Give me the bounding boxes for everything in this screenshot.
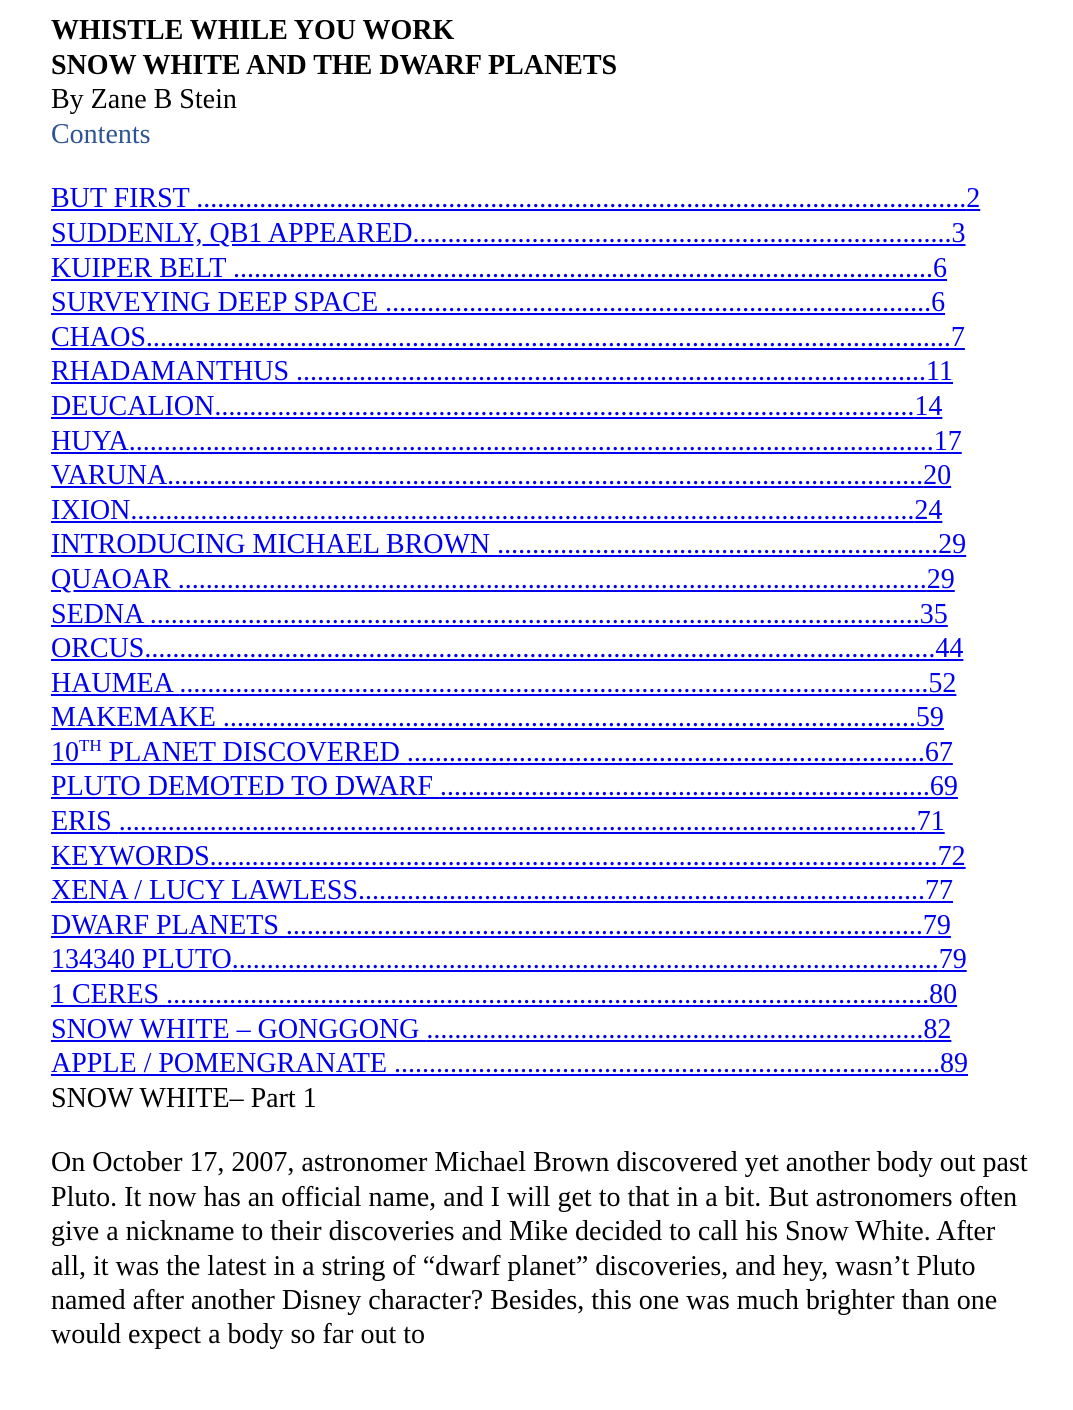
toc-entry[interactable] (51, 459, 1031, 494)
toc-entry-label: 10 (51, 736, 79, 768)
toc-entry-label: ORCUS (51, 633, 145, 665)
toc-page-number: 80 (929, 979, 958, 1011)
toc-page-number: 6 (931, 287, 946, 319)
toc-dot-leader: .................................................................................................... (214, 390, 915, 422)
toc-entry[interactable] (51, 667, 1031, 702)
toc-page-number: 35 (919, 598, 948, 630)
toc-dot-leader: .......................................................................... (406, 736, 925, 768)
toc-entry-label: DEUCALION (51, 390, 215, 422)
toc-dot-leader: .................................................................................................... (233, 252, 934, 284)
toc-page-number: 17 (933, 425, 962, 457)
toc-entry-label: INTRODUCING MICHAEL BROWN (51, 529, 498, 561)
toc-dot-leader: ........................................................................................... (285, 909, 923, 941)
toc-entry-label: QUAOAR (51, 563, 178, 595)
toc-dot-leader: ................................................................................................................... (145, 321, 951, 353)
toc-entry[interactable] (51, 701, 1031, 736)
toc-dot-leader: .............................................................................................................. (196, 183, 967, 215)
toc-entry[interactable] (51, 494, 1031, 529)
toc-entry-label: 134340 PLUTO (51, 944, 232, 976)
toc-dot-leader: ........................................................................................................ (209, 840, 938, 872)
toc-page-number: 29 (938, 529, 967, 561)
toc-page-number: 79 (938, 944, 967, 976)
toc-entry-label-continued: PLANET DISCOVERED (101, 736, 407, 768)
toc-dot-leader: ................................................................................................................. (144, 633, 936, 665)
toc-dot-leader: ............................................................... (497, 529, 939, 561)
toc-page-number: 71 (916, 806, 945, 838)
toc-page-number: 2 (966, 183, 981, 215)
author-byline: By Zane B Stein (51, 84, 237, 116)
toc-entry[interactable] (51, 286, 1031, 321)
toc-page-number: 7 (950, 321, 965, 353)
toc-page-number: 89 (940, 1048, 969, 1080)
toc-dot-leader: .......................................................................................... (296, 356, 927, 388)
toc-entry-label: IXION (51, 494, 131, 526)
document-title-line-1: WHISTLE WHILE YOU WORK (51, 15, 455, 46)
toc-page-number: 3 (951, 217, 966, 249)
toc-dot-leader: .................................................................................................................. (118, 806, 917, 838)
toc-entry-label: SURVEYING DEEP SPACE (51, 287, 386, 319)
toc-dot-leader: ........................................................................................................... (177, 563, 927, 595)
toc-dot-leader: ....................................................................... (426, 1013, 924, 1045)
toc-entry-label: XENA / LUCY LAWLESS (51, 875, 359, 907)
toc-entry[interactable] (51, 425, 1031, 460)
toc-page-number: 77 (925, 875, 954, 907)
toc-page-number: 29 (926, 563, 955, 595)
toc-entry-label: BUT FIRST (51, 183, 197, 215)
toc-entry[interactable] (51, 252, 1031, 287)
contents-heading: Contents (51, 118, 151, 150)
toc-entry[interactable] (51, 978, 1031, 1013)
document-title-line-2: SNOW WHITE AND THE DWARF PLANETS (51, 49, 618, 81)
toc-page-number: 14 (914, 390, 943, 422)
toc-entry-label: APPLE / POMENGRANATE (51, 1048, 395, 1080)
toc-entry[interactable] (51, 805, 1031, 840)
toc-entry-label: HUYA (51, 425, 129, 457)
toc-entry-label: CHAOS (51, 321, 146, 353)
toc-page-number: 72 (937, 840, 966, 872)
body-paragraph: On October 17, 2007, astronomer Michael Brown discovered yet another body out past Pluto. It now has an official name, and I will get to that in a bit. But astronomers often give a nickname to their discoveries and Mike decided to call his Snow White. After all, it was the latest in a string of “dwarf planet” discoveries, and hey, wasn’t Pluto named after another Disney character? Besides, this one was much brighter than one would expect a body so far out to (51, 1147, 1028, 1351)
toc-entry-label: MAKEMAKE (51, 702, 223, 734)
toc-entry-label: KUIPER BELT (51, 252, 234, 284)
toc-entry-label: ERIS (51, 806, 119, 838)
toc-dot-leader: ..................................................................................................... (231, 944, 939, 976)
toc-entry[interactable] (51, 1047, 1031, 1082)
toc-entry[interactable] (51, 182, 1031, 217)
toc-entry-superscript: TH (79, 735, 102, 755)
document-page (51, 14, 1031, 1353)
toc-dot-leader: .............................................................................................................. (149, 598, 920, 630)
toc-entry-label: SUDDENLY, QB1 APPEARED (51, 217, 413, 249)
toc-page-number: 82 (923, 1013, 952, 1045)
toc-entry[interactable] (51, 598, 1031, 633)
toc-page-number: 44 (935, 633, 964, 665)
toc-entry[interactable] (51, 390, 1031, 425)
toc-entry-label: KEYWORDS (51, 840, 210, 872)
toc-dot-leader: ............................................................................. (412, 217, 952, 249)
toc-entry[interactable] (51, 1013, 1031, 1048)
toc-entry[interactable] (51, 563, 1031, 598)
toc-dot-leader: ...................................................................... (439, 771, 930, 803)
toc-entry[interactable] (51, 217, 1031, 252)
toc-dot-leader: .............................................................................. (394, 1048, 941, 1080)
toc-page-number: 24 (914, 494, 943, 526)
toc-entry[interactable] (51, 528, 1031, 563)
toc-dot-leader: .............................................................................. (385, 287, 932, 319)
section-heading: SNOW WHITE– Part 1 (51, 1082, 317, 1114)
toc-dot-leader: ................................................................................. (358, 875, 926, 907)
toc-entry[interactable] (51, 909, 1031, 944)
toc-entry-label: 1 CERES (51, 979, 167, 1011)
toc-page-number: 67 (924, 736, 953, 768)
toc-dot-leader: ............................................................................................................ (167, 460, 924, 492)
toc-entry-label: SEDNA (51, 598, 150, 630)
toc-dot-leader: ................................................................................................... (222, 702, 916, 734)
toc-entry[interactable] (51, 355, 1031, 390)
toc-entry-label: VARUNA (51, 460, 168, 492)
toc-entry[interactable] (51, 840, 1031, 875)
toc-entry-label: SNOW WHITE – GONGGONG (51, 1013, 427, 1045)
toc-page-number: 59 (915, 702, 944, 734)
toc-page-number: 6 (933, 252, 948, 284)
table-of-contents (51, 182, 1031, 1081)
toc-entry-label: PLUTO DEMOTED TO DWARF (51, 771, 440, 803)
toc-entry-label: DWARF PLANETS (51, 909, 286, 941)
toc-dot-leader: ................................................................................................................ (130, 494, 915, 526)
toc-dot-leader: ............................................................................................................. (166, 979, 930, 1011)
toc-entry[interactable] (51, 736, 1031, 771)
toc-dot-leader: ................................................................................................................... (128, 425, 934, 457)
toc-page-number: 69 (929, 771, 958, 803)
toc-entry[interactable] (51, 874, 1031, 909)
toc-page-number: 20 (923, 460, 952, 492)
toc-page-number: 52 (928, 667, 957, 699)
toc-page-number: 79 (922, 909, 951, 941)
toc-page-number: 11 (926, 356, 953, 388)
toc-dot-leader: ........................................................................................................... (179, 667, 929, 699)
toc-entry[interactable] (51, 770, 1031, 805)
toc-entry[interactable] (51, 321, 1031, 356)
toc-entry-label: RHADAMANTHUS (51, 356, 297, 388)
toc-entry[interactable] (51, 943, 1031, 978)
toc-entry[interactable] (51, 632, 1031, 667)
toc-entry-label: HAUMEA (51, 667, 180, 699)
